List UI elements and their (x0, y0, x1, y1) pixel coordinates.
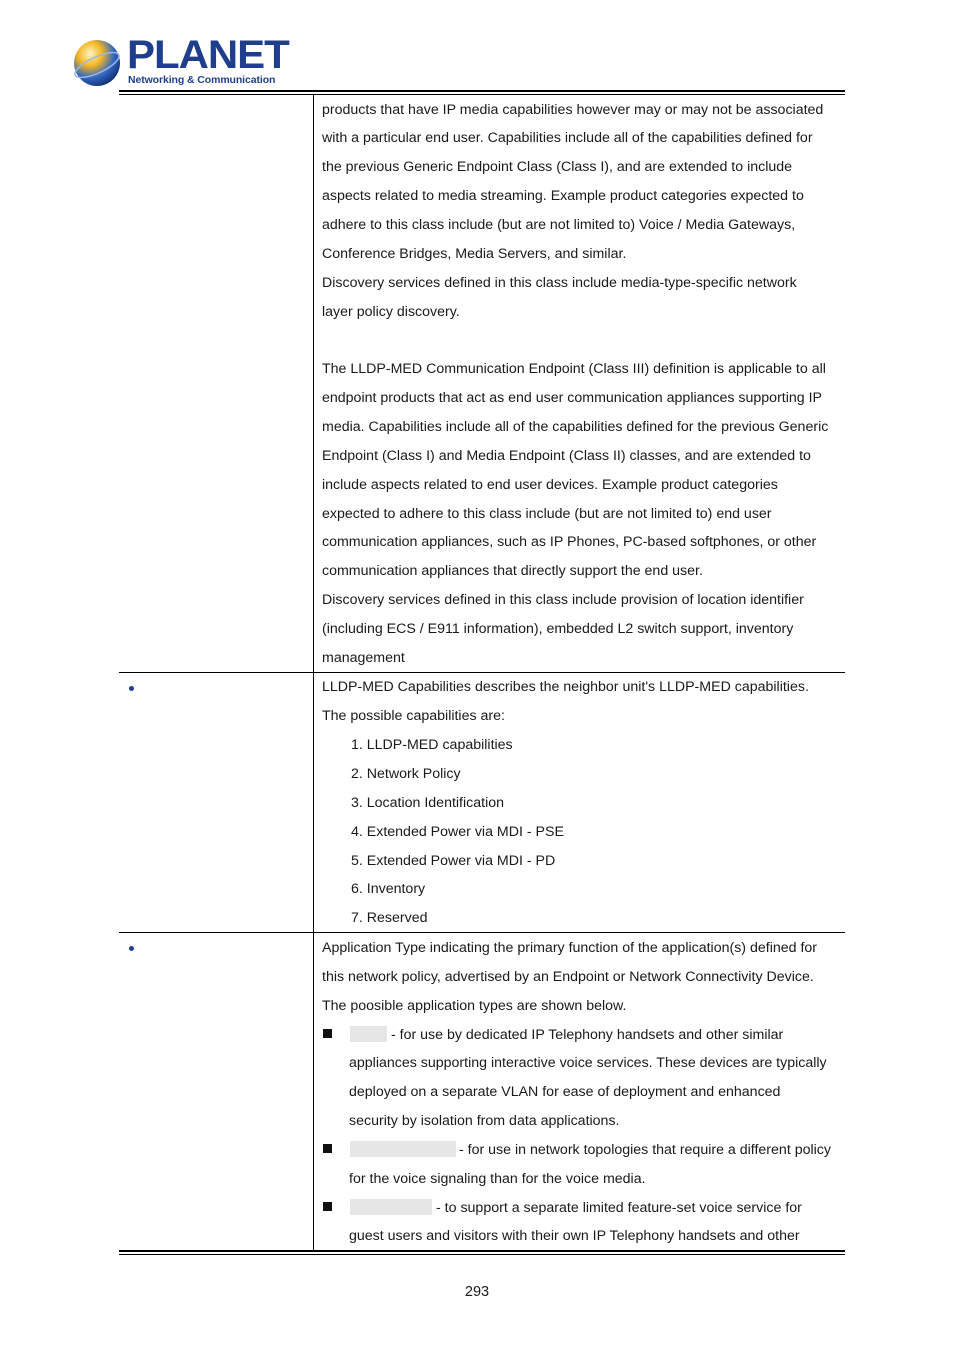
brand-name: PLANET (127, 33, 289, 77)
square-bullet-icon (323, 1144, 332, 1153)
row-text-line: Discovery services defined in this class include provision of location identifier (322, 592, 804, 608)
footer-rule (119, 1250, 845, 1252)
row-text-line: Application Type indicating the primary function of the application(s) defined for (322, 940, 818, 956)
page-number: 293 (464, 1284, 490, 1300)
app-type-text: deployed on a separate VLAN for ease of deployment and enhanced (349, 1084, 781, 1100)
footer-rule-thin (119, 1254, 845, 1255)
square-bullet-icon (323, 1202, 332, 1211)
row-text-line: Discovery services defined in this class include media-type-specific network (322, 275, 797, 291)
redacted-term (350, 1026, 387, 1042)
app-type-text: security by isolation from data applications. (349, 1113, 620, 1129)
header-rule (119, 90, 845, 92)
row-text-line: The possible capabilities are: (322, 708, 505, 724)
app-type-text: - to support a separate limited feature-set voice service for (436, 1200, 802, 1216)
bullet-dot-icon (129, 946, 134, 951)
brand-tagline: Networking & Communication (128, 74, 276, 86)
capability-item: 6. Inventory (351, 881, 426, 897)
row-text-line: the previous Generic Endpoint Class (Class I), and are extended to include (322, 159, 793, 175)
capability-item: 7. Reserved (351, 910, 428, 926)
globe-icon (72, 38, 122, 88)
redacted-term (350, 1199, 432, 1215)
row-text-line: products that have IP media capabilities however may or may not be associated (322, 102, 824, 118)
row-text-line: Endpoint (Class I) and Media Endpoint (Class II) classes, and are extended to (322, 448, 811, 464)
capability-item: 5. Extended Power via MDI - PD (351, 853, 556, 869)
row-text-line: endpoint products that act as end user communication appliances supporting IP (322, 390, 823, 406)
row-text-line: The LLDP-MED Communication Endpoint (Class III) definition is applicable to all (322, 361, 826, 377)
capability-item: 2. Network Policy (351, 766, 461, 782)
capability-item: 1. LLDP-MED capabilities (351, 737, 513, 753)
row-separator (119, 932, 845, 933)
redacted-term (350, 1141, 456, 1157)
app-type-text: guest users and visitors with their own IP Telephony handsets and other (349, 1228, 800, 1244)
square-bullet-icon (323, 1029, 332, 1038)
row-text-line: with a particular end user. Capabilities include all of the capabilities defined for (322, 130, 813, 146)
row-text-line: (including ECS / E911 information), embedded L2 switch support, inventory (322, 621, 794, 637)
planet-logo (72, 33, 289, 90)
row-text-line: communication appliances, such as IP Phones, PC-based softphones, or other (322, 534, 817, 550)
row-text-line: The poosible application types are shown below. (322, 998, 627, 1014)
row-text-line: layer policy discovery. (322, 304, 460, 320)
capability-item: 4. Extended Power via MDI - PSE (351, 824, 564, 840)
row-text-line: LLDP-MED Capabilities describes the neighbor unit's LLDP-MED capabilities. (322, 679, 809, 695)
row-text-line: communication appliances that directly support the end user. (322, 563, 703, 579)
row-separator (119, 672, 845, 673)
row-text-line: this network policy, advertised by an Endpoint or Network Connectivity Device. (322, 969, 814, 985)
header-rule-thin (119, 94, 845, 95)
capability-item: 3. Location Identification (351, 795, 505, 811)
app-type-text: appliances supporting interactive voice services. These devices are typically (349, 1055, 827, 1071)
row-text-line: aspects related to media streaming. Example product categories expected to (322, 188, 804, 204)
row-text-line: management (322, 650, 405, 666)
row-text-line: media. Capabilities include all of the capabilities defined for the previous Generic (322, 419, 829, 435)
app-type-text: - for use in network topologies that require a different policy (459, 1142, 831, 1158)
row-text-line: expected to adhere to this class include (but are not limited to) end user (322, 506, 772, 522)
app-type-text: for the voice signaling than for the voice media. (349, 1171, 646, 1187)
app-type-text: - for use by dedicated IP Telephony handsets and other similar (391, 1027, 784, 1043)
row-text-line: adhere to this class include (but are not limited to) Voice / Media Gateways, (322, 217, 796, 233)
bullet-dot-icon (129, 686, 134, 691)
row-text-line: include aspects related to end user devices. Example product categories (322, 477, 778, 493)
row-text-line: Conference Bridges, Media Servers, and similar. (322, 246, 627, 262)
